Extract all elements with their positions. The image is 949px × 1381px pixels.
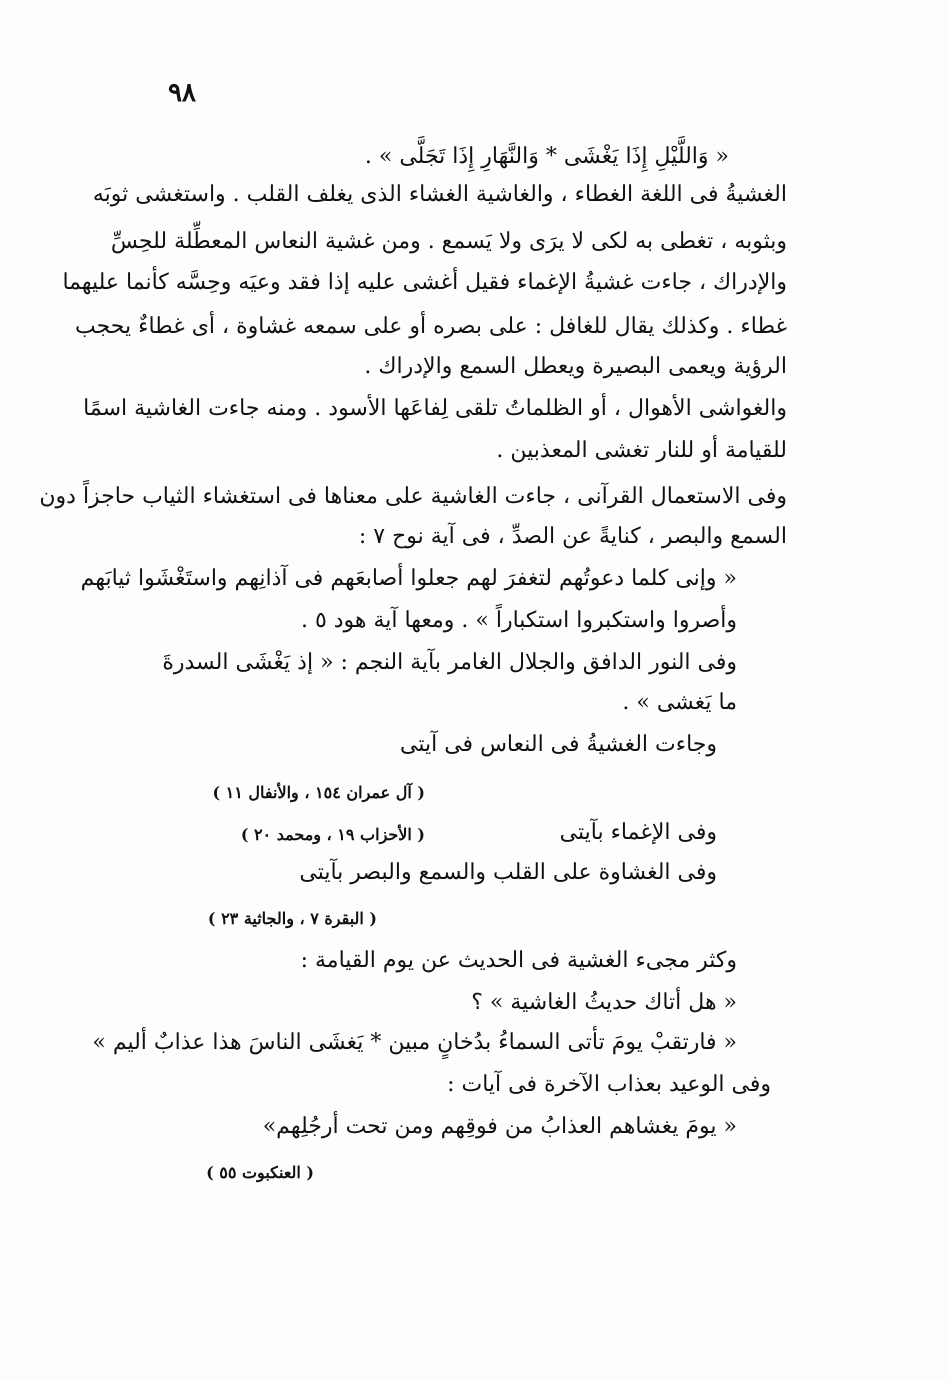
- paragraph-3-line-2: السمع والبصر ، كنايةً عن الصدِّ ، فى آية نوح ٧ :: [358, 524, 787, 549]
- paragraph-8-line: وكثر مجىء الغشية فى الحديث عن يوم القيامة :: [300, 948, 737, 973]
- reference-ahzab-muhammad: ( الأحزاب ١٩ ، ومحمد ٢٠ ): [240, 825, 425, 844]
- quote-nuh-line-1: « وإنى كلما دعوتُهم لتغفرَ لهم جعلوا أصابعَهم فى آذانِهم واستَغْشَوا ثيابَهم: [80, 566, 737, 591]
- paragraph-2-line-1: والغواشى الأهوال ، أو الظلماتُ تلقى لِفاعَها الأسود . ومنه جاءت الغاشية اسمًا: [83, 396, 787, 421]
- reference-ankabut: ( العنكبوت ٥٥ ): [206, 1163, 314, 1182]
- quote-nuh-line-2: وأصروا واستكبروا استكباراً » . ومعها آية هود ٥ .: [300, 608, 737, 633]
- paragraph-4-line-1: وفى النور الدافق والجلال الغامر بآية النجم : « إذ يَغْشَى السدرةَ: [162, 650, 737, 675]
- paragraph-5-line: وجاءت الغشيةُ فى النعاس فى آيتى: [400, 732, 717, 757]
- quote-dukhan: « فارتقبْ يومَ تأتى السماءُ بدُخانٍ مبين * يَغشَى الناسَ هذا عذابٌ أليم »: [92, 1030, 737, 1055]
- quote-ghashiyah: « هل أتاك حديثُ الغاشية » ؟: [471, 990, 737, 1015]
- paragraph-7-line: وفى الغشاوة على القلب والسمع والبصر بآيتى: [299, 860, 717, 885]
- page-number: ٩٨: [168, 78, 196, 108]
- paragraph-4-line-2: ما يَغشى » .: [622, 690, 737, 715]
- reference-al-imran-anfal: ( آل عمران ١٥٤ ، والأنفال ١١ ): [212, 783, 425, 802]
- paragraph-1-line-2: وبثوبه ، تغطى به لكى لا يرَى ولا يَسمع . ومن غشية النعاس المعطِّلة للحِسِّ: [110, 229, 787, 254]
- paragraph-1-line-1: الغشيةُ فى اللغة الغطاء ، والغاشية الغشاء الذى يغلف القلب . واستغشى ثوبَه: [92, 182, 787, 207]
- paragraph-6-line: وفى الإغماء بآيتى: [559, 820, 717, 845]
- paragraph-2-line-2: للقيامة أو للنار تغشى المعذبين .: [496, 438, 787, 463]
- quote-ankabut: « يومَ يغشاهم العذابُ من فوقِهم ومن تحت أرجُلِهم»: [262, 1114, 737, 1139]
- paragraph-9-line: وفى الوعيد بعذاب الآخرة فى آيات :: [447, 1072, 771, 1097]
- paragraph-1-line-3: والإدراك ، جاءت غشيةُ الإغماء فقيل أغشى عليه إذا فقد وعيَه وحِسَّه كأنما عليهما: [62, 270, 787, 295]
- paragraph-1-line-4: غطاء . وكذلك يقال للغافل : على بصره أو على سمعه غشاوة ، أى غطاءٌ يحجب: [74, 314, 787, 339]
- reference-baqarah-jathiyah: ( البقرة ٧ ، والجاثية ٢٣ ): [207, 909, 377, 928]
- verse-heading: « وَاللَّيْلِ إِذَا يَغْشَى * وَالنَّهَارِ إِذَا تَجَلَّى » .: [364, 144, 729, 169]
- paragraph-1-line-5: الرؤية ويعمى البصيرة ويعطل السمع والإدراك .: [364, 354, 787, 379]
- paragraph-3-line-1: وفى الاستعمال القرآنى ، جاءت الغاشية على معناها فى استغشاء الثياب حاجزاً دون: [39, 484, 787, 509]
